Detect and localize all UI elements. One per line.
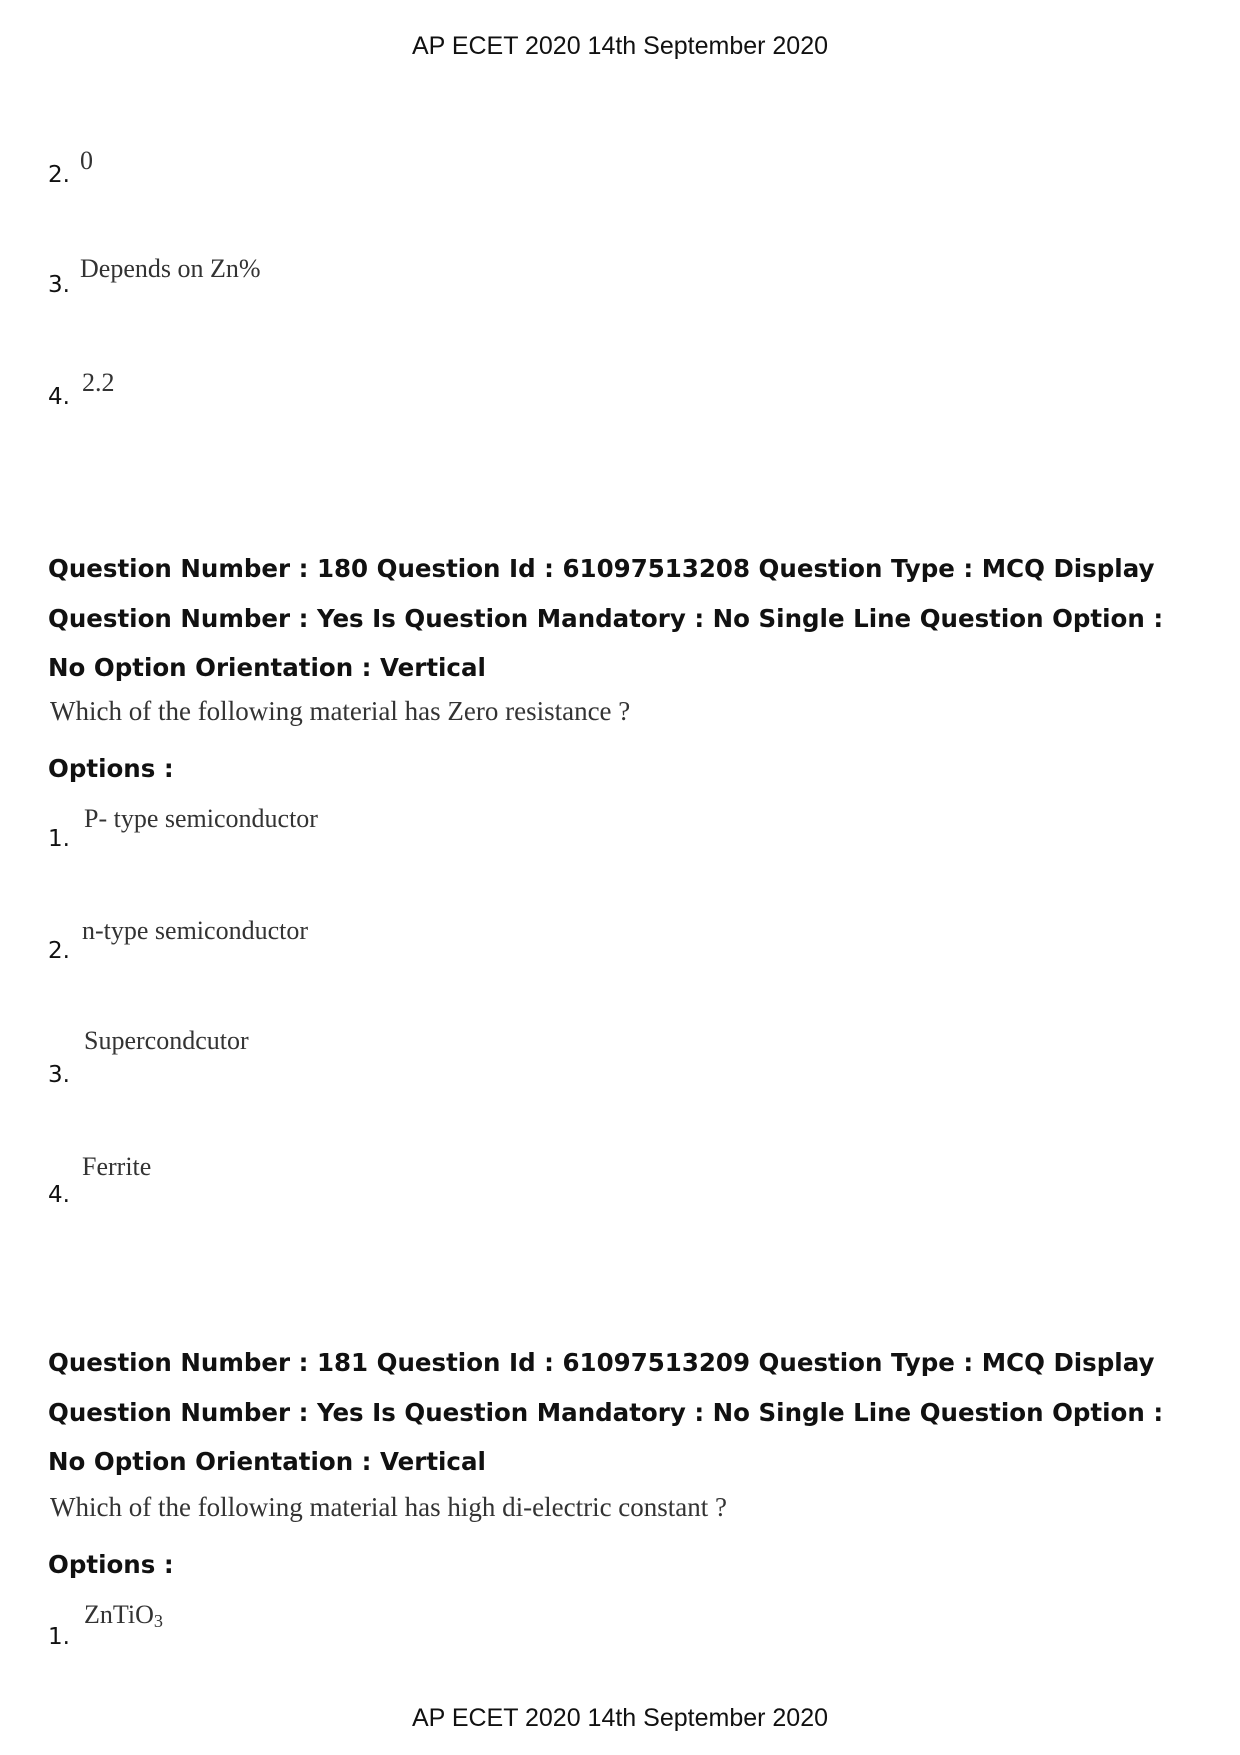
option-text: Ferrite bbox=[82, 1152, 152, 1181]
option-item bbox=[48, 1152, 948, 1212]
option-item bbox=[48, 1600, 948, 1660]
option-text: Supercondcutor bbox=[84, 1026, 249, 1055]
option-text: 2.2 bbox=[82, 368, 115, 397]
option-number: 1. bbox=[48, 826, 70, 852]
option-number: 4. bbox=[48, 1182, 70, 1208]
option-item bbox=[48, 146, 948, 206]
page-footer: AP ECET 2020 14th September 2020 bbox=[411, 1704, 829, 1732]
formula-subscript: 3 bbox=[153, 1611, 163, 1631]
option-item bbox=[48, 916, 948, 976]
option-number: 4. bbox=[48, 384, 70, 410]
option-text: n-type semiconductor bbox=[82, 916, 308, 945]
option-item bbox=[48, 804, 948, 864]
option-text: 0 bbox=[80, 146, 93, 175]
page-header: AP ECET 2020 14th September 2020 bbox=[411, 32, 829, 60]
option-number: 3. bbox=[48, 1062, 70, 1088]
question-text: Which of the following material has Zero resistance ? bbox=[50, 696, 631, 726]
options-label: Options : bbox=[48, 754, 174, 783]
option-text: Depends on Zn% bbox=[80, 254, 261, 283]
option-item bbox=[48, 254, 948, 314]
question-text: Which of the following material has high di-electric constant ? bbox=[50, 1492, 728, 1522]
question-meta: Question Number : 181 Question Id : 61097513209 Question Type : MCQ Display Question Number : Yes Is Question Mandatory : No Single Line Question Option : No Option Orientation : Vertical bbox=[48, 1348, 1164, 1476]
option-number: 2. bbox=[48, 938, 70, 964]
option-text bbox=[84, 1600, 163, 1632]
option-number: 3. bbox=[48, 272, 70, 298]
option-number: 2. bbox=[48, 162, 70, 188]
option-number: 1. bbox=[48, 1624, 70, 1650]
option-item bbox=[48, 1026, 948, 1086]
option-text: P- type semiconductor bbox=[84, 804, 318, 833]
question-meta: Question Number : 180 Question Id : 61097513208 Question Type : MCQ Display Question Number : Yes Is Question Mandatory : No Single Line Question Option : No Option Orientation : Vertical bbox=[48, 554, 1164, 682]
formula-main: ZnTiO bbox=[84, 1600, 154, 1629]
options-label: Options : bbox=[48, 1550, 174, 1579]
option-item bbox=[48, 368, 948, 428]
